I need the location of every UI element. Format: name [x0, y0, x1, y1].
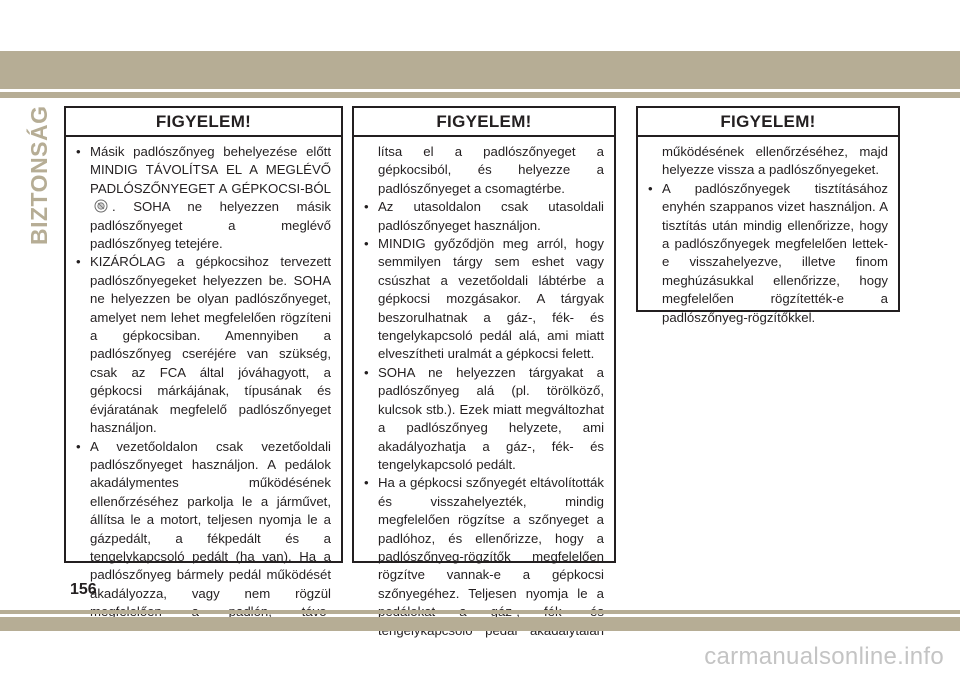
warning-item: • Ha a gépkocsi szőnyegét eltávolították és visszahelyezték, mindig megfelelően rögzítse a szőnyeget a padlóhoz, és ellenőrizze, hogy a padlószőnyeg-rögzítők megfelelően rögzítve vannak-e a gépkocsi szőnyegéhez. Teljesen nyomja le a	[364, 474, 604, 640]
section-label: BIZTONSÁG	[26, 105, 52, 245]
warning-text: . SOHA ne helyezzen másik padlószőnyeget a meglévő padlószőnyeg tetejére.	[90, 199, 331, 252]
warning-item: • KIZÁRÓLAG a gépkocsihoz tervezett padlószőnyegeket helyezzen be. SOHA ne helyezzen be olyan padlószőnyeget, amelyet nem lehet megfelelően rögzíteni a gépkocsiban. Amennyiben a padlószőnyeg cseréjére van szükség, csak az FCA által jóváhagyott, a gépkocsi márkájának, típusának és évjáratának megfelelő padlószőnyeget használjon.	[76, 253, 331, 437]
floor-mat-icon	[92, 199, 110, 213]
warning-body	[638, 137, 898, 331]
warning-heading: FIGYELEM!	[638, 108, 898, 137]
header-band-thin	[0, 92, 960, 98]
page-number: 156	[70, 581, 97, 598]
warning-item: • MINDIG győződjön meg arról, hogy semmilyen tárgy sem eshet vagy csúszhat a vezetőoldali lábtérbe a gépkocsi mozgásakor. A tárgyak beszorulhatnak a gáz-, fék- és tengelykapcsoló pedál alá, ami miatt elveszítheti uralmát a gépkocsi felett.	[364, 235, 604, 364]
warning-text: Másik padlószőnyeg behelyezése előtt MINDIG TÁVOLÍTSA EL A MEGLÉVŐ PADLÓSZŐNYEGET A GÉPKOCSI-BÓL	[90, 144, 331, 196]
warning-item: • A vezetőoldalon csak vezetőoldali padlószőnyeget használjon. A pedálok akadálymentes működésének ellenőrzéséhez parkolja le a járművet, állítsa le a motort, teljesen nyomja le a gázpedált, a fékpedált és a tengelykapcsoló pedált (ha van). Ha a padlószőnyeg bármely pedál működését akadályozza, vagy nem rögzül	[76, 438, 331, 622]
footer-band-thin	[0, 610, 960, 614]
warning-item: lítsa el a padlószőnyeget a gépkocsiból, és helyezze a padlószőnyeget a csomagtérbe.	[378, 144, 604, 196]
warning-item: működésének ellenőrzéséhez, majd helyezze vissza a padlószőnyegeket.	[662, 144, 888, 178]
warning-item: • A padlószőnyegek tisztításához enyhén szappanos vizet használjon. A tisztítás után mindig ellenőrizze, hogy a padlószőnyegek megfelelően lettek-e visszahelyezve, illetve finom meghúzásukkal ellenőrizze, hogy megfelelően rögzítették-e a padlószőnyeg-rögzítőkkel.	[648, 180, 888, 327]
warning-item: • SOHA ne helyezzen tárgyakat a padlószőnyeg alá (pl. törölköző, kulcsok stb.). Ezek miatt megváltozhat a padlószőnyeg helyzete, ami akadályozhatja a gáz-, fék- és tengelykapcsoló pedált.	[364, 364, 604, 474]
warning-item	[76, 143, 331, 253]
warning-item: • Az utasoldalon csak utasoldali padlószőnyeget használjon.	[364, 198, 604, 235]
footer-band	[0, 617, 960, 631]
warning-box-3	[636, 106, 900, 325]
header-band	[0, 51, 960, 89]
top-margin	[0, 0, 960, 51]
warning-heading: FIGYELEM!	[66, 108, 341, 137]
warning-heading: FIGYELEM!	[354, 108, 614, 137]
warning-box-2	[352, 106, 616, 601]
warning-body	[66, 137, 341, 626]
warning-body	[354, 137, 614, 644]
watermark: carmanualsonline.info	[704, 643, 944, 670]
